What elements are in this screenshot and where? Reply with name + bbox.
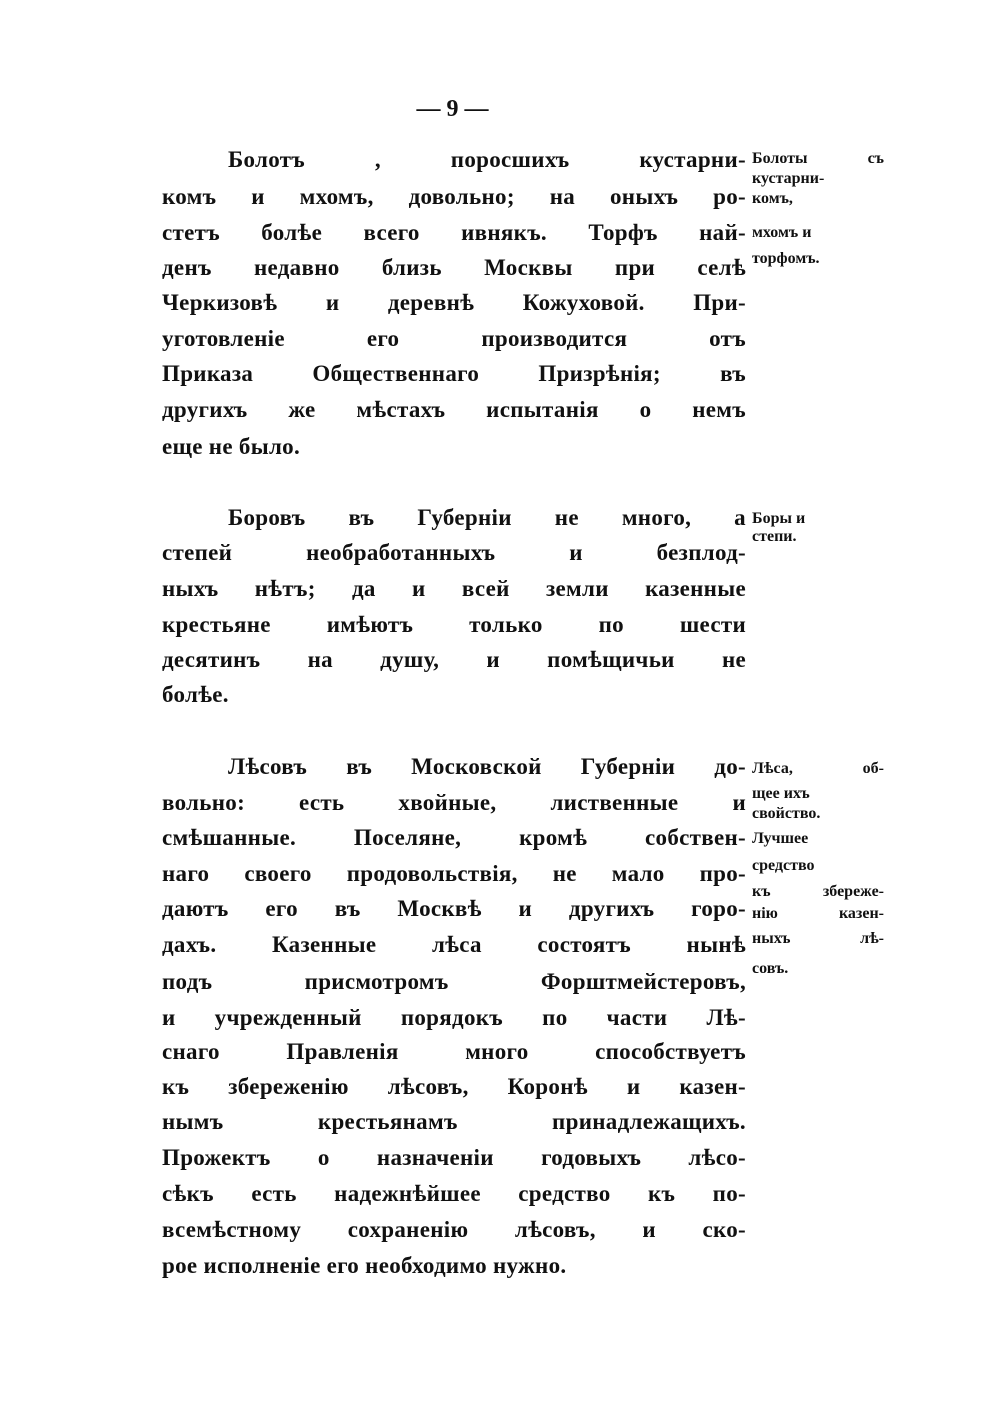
text-line: Черкизовѣ и деревнѣ Кожуховой. При- bbox=[162, 290, 746, 315]
margin-note-line: Боры и bbox=[752, 510, 806, 527]
margin-note-line: щее ихъ bbox=[752, 785, 810, 802]
text-line: стетъ болѣе всего ивнякъ. Торфъ най- bbox=[162, 220, 746, 245]
margin-note-line: нію казен- bbox=[752, 905, 884, 922]
text-line: уготовленіе его производится отъ bbox=[162, 326, 746, 351]
text-line: Прожектъ о назначеніи годовыхъ лѣсо- bbox=[162, 1145, 746, 1170]
text-line: нымъ крестьянамъ принадлежащихъ. bbox=[162, 1109, 746, 1134]
text-line: Приказа Общественнаго Призрѣнія; въ bbox=[162, 361, 746, 386]
text-line: къ збереженію лѣсовъ, Коронѣ и казен- bbox=[162, 1074, 746, 1099]
margin-note-line: Болоты съ bbox=[752, 150, 884, 167]
text-line: денъ недавно близь Москвы при селѣ bbox=[162, 255, 746, 280]
text-line: даютъ его въ Москвѣ и другихъ горо- bbox=[162, 896, 746, 921]
margin-note-line: средство bbox=[752, 857, 815, 874]
margin-note-line: ныхъ лѣ- bbox=[752, 930, 884, 947]
text-line: комъ и мхомъ, довольно; на оныхъ ро- bbox=[162, 184, 746, 209]
margin-note-line: къ збереже- bbox=[752, 883, 884, 900]
text-line: подъ присмотромъ Форштмейстеровъ, bbox=[162, 969, 746, 994]
text-line: Болотъ , поросшихъ кустарни- bbox=[228, 147, 746, 172]
text-line: другихъ же мѣстахъ испытанія о немъ bbox=[162, 397, 746, 422]
text-line: снаго Правленія много способствуетъ bbox=[162, 1039, 746, 1064]
text-line: рое исполненіе его необходимо нужно. bbox=[162, 1253, 567, 1278]
text-line: степей необработанныхъ и безплод- bbox=[162, 540, 746, 565]
text-line: дахъ. Казенные лѣса состоятъ нынѣ bbox=[162, 932, 746, 957]
margin-note-line: мхомъ и bbox=[752, 224, 812, 241]
text-line: и учрежденный порядокъ по части Лѣ- bbox=[162, 1005, 746, 1030]
text-line: сѣкъ есть надежнѣйшее средство къ по- bbox=[162, 1181, 746, 1206]
margin-note-line: торфомъ. bbox=[752, 250, 820, 267]
margin-note-line: кустарни- bbox=[752, 170, 825, 187]
text-line: Боровъ въ Губерніи не много, а bbox=[228, 505, 746, 530]
text-line: смѣшанные. Поселяне, кромѣ собствен- bbox=[162, 825, 746, 850]
text-line: еще не было. bbox=[162, 434, 301, 459]
text-line: наго своего продовольствія, не мало про- bbox=[162, 861, 746, 886]
page-number: — 9 — bbox=[416, 96, 489, 122]
margin-note-line: Лѣса, об- bbox=[752, 760, 884, 777]
text-line: Лѣсовъ въ Московской Губерніи до- bbox=[228, 754, 746, 779]
text-line: крестьяне имѣютъ только по шести bbox=[162, 612, 746, 637]
margin-note-line: степи. bbox=[752, 528, 797, 545]
margin-note-line: свойство. bbox=[752, 805, 821, 822]
text-line: ныхъ нѣтъ; да и всей земли казенные bbox=[162, 576, 746, 601]
margin-note-line: комъ, bbox=[752, 190, 793, 207]
margin-note-line: Лучшее bbox=[752, 830, 809, 847]
text-line: вольно: есть хвойные, лиственные и bbox=[162, 790, 746, 815]
text-line: десятинъ на душу, и помѣщичьи не bbox=[162, 647, 746, 672]
text-line: всемѣстному сохраненію лѣсовъ, и ско- bbox=[162, 1217, 746, 1242]
margin-note-line: совъ. bbox=[752, 960, 789, 977]
text-line: болѣе. bbox=[162, 682, 229, 707]
